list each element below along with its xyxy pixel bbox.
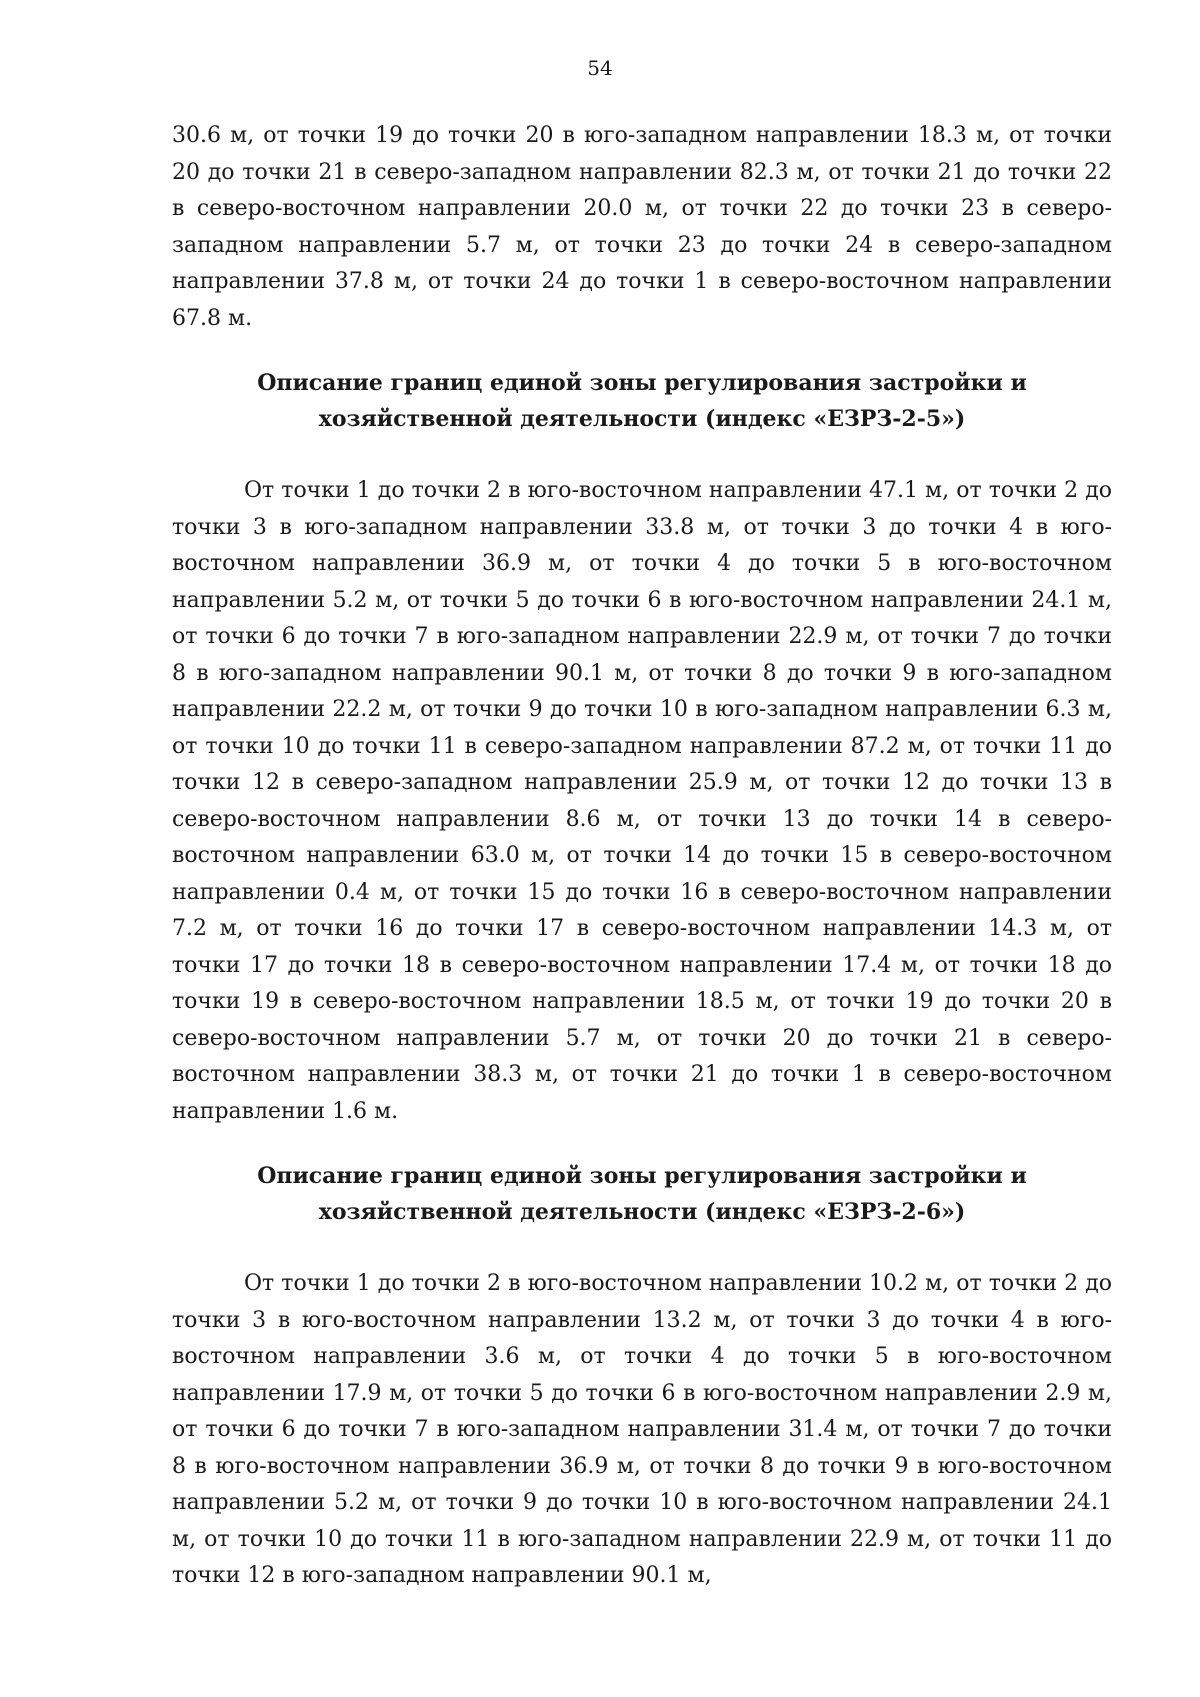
section-heading-line-1: Описание границ единой зоны регулирования застройки и bbox=[257, 370, 1027, 396]
section-ezrz-2-5-body: От точки 1 до точки 2 в юго-восточном направлении 47.1 м, от точки 2 до точки 3 в юго-западном направлении 33.8 м, от точки 3 до точки 4 в юго-восточном направлении 36.9 м, от точки 4 до точки 5 в юго-восточном направлении 5.2 м, от точки 5 до точки 6 в юго-восточном направлении 24.1 м, от точки 6 до точки 7 в юго-западном направлении 22.9 м, от точки 7 до точки 8 в юго-западном направлении 90.1 м, от точки 8 до точки 9 в юго-западном направлении 22.2 м, от точки 9 до точки 10 в юго-западном направлении 6.3 м, от точки 10 до точки 11 в северо-западном направлении 87.2 м, от точки 11 до точки 12 в северо-западном направлении 25.9 м, от точки 12 до точки 13 в северо-восточном направлении 8.6 м, от точки 13 до точки 14 в северо-восточном направлении 63.0 м, от точки 14 до точки 15 в северо-восточном направлении 0.4 м, от точки 15 до точки 16 в северо-восточном направлении 7.2 м, от точки 16 до точки 17 в северо-восточном направлении 14.3 м, от точки 17 до точки 18 в северо-восточном направлении 17.4 м, от точки 18 до точки 19 в северо-восточном направлении 18.5 м, от точки 19 до точки 20 в северо-восточном направлении 5.7 м, от точки 20 до точки 21 в северо-восточном направлении 38.3 м, от точки 21 до точки 1 в северо-восточном направлении 1.6 м. bbox=[172, 478, 1112, 1124]
section-heading-line-1: Описание границ единой зоны регулирования застройки и bbox=[257, 1163, 1027, 1189]
intro-paragraph: 30.6 м, от точки 19 до точки 20 в юго-западном направлении 18.3 м, от точки 20 до точки 21 в северо-западном направлении 82.3 м, от точки 21 до точки 22 в северо-восточном направлении 20.0 м, от точки 22 до точки 23 в северо-западном направлении 5.7 м, от точки 23 до точки 24 в северо-западном направлении 37.8 м, от точки 24 до точки 1 в северо-восточном направлении 67.8 м. bbox=[172, 123, 1112, 331]
section-ezrz-2-6-body: От точки 1 до точки 2 в юго-восточном направлении 10.2 м, от точки 2 до точки 3 в юго-восточном направлении 13.2 м, от точки 3 до точки 4 в юго-восточном направлении 3.6 м, от точки 4 до точки 5 в юго-восточном направлении 17.9 м, от точки 5 до точки 6 в юго-восточном направлении 2.9 м, от точки 6 до точки 7 в юго-западном направлении 31.4 м, от точки 7 до точки 8 в юго-восточном направлении 36.9 м, от точки 8 до точки 9 в юго-восточном направлении 5.2 м, от точки 9 до точки 10 в юго-восточном направлении 24.1 м, от точки 10 до точки 11 в юго-западном направлении 22.9 м, от точки 11 до точки 12 в юго-западном направлении 90.1 м, bbox=[172, 1271, 1112, 1588]
section-heading bbox=[172, 1158, 1112, 1230]
section-ezrz-2-5-heading bbox=[172, 337, 1112, 473]
page-number: 54 bbox=[587, 56, 613, 80]
section-heading bbox=[172, 365, 1112, 437]
section-ezrz-2-6-heading bbox=[172, 1130, 1112, 1266]
document-body bbox=[172, 118, 1112, 1595]
section-heading-line-2: хозяйственной деятельности (индекс «ЕЗРЗ-2-5») bbox=[318, 406, 966, 432]
section-heading-line-2: хозяйственной деятельности (индекс «ЕЗРЗ-2-6») bbox=[318, 1199, 966, 1225]
